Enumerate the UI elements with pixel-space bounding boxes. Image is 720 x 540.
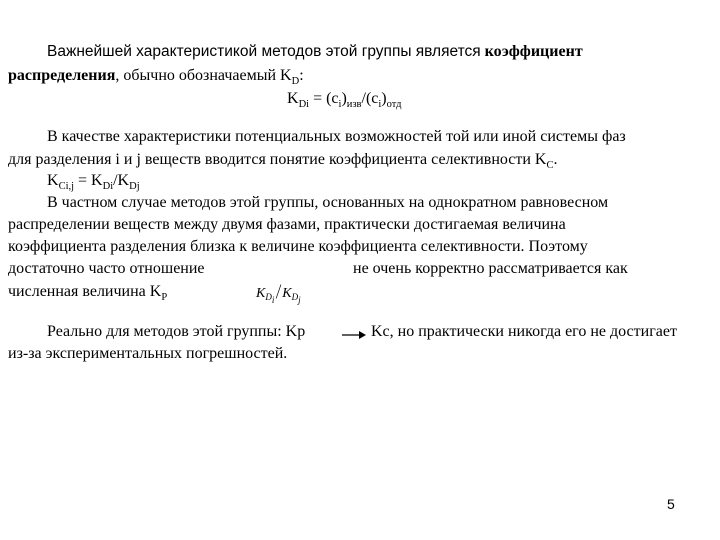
kc-eq: = K <box>74 172 103 189</box>
formula-eq: = (c <box>309 90 339 107</box>
formula-slash: /(c <box>361 90 379 107</box>
term-distribution: распределения <box>8 67 116 84</box>
selectivity-text: для разделения i и j веществ вводится понятие коэффициента селективности K <box>8 151 547 168</box>
special-case-line-1: В частном случае методов этой группы, основанных на однократном равновесном <box>47 194 609 211</box>
formula-k-sub: Di <box>298 99 310 110</box>
kd-subscript: D <box>291 76 300 87</box>
special-case-line-5 <box>8 283 167 301</box>
formula-distribution-coefficient <box>287 90 402 108</box>
intro-text: Важнейшей характеристикой методов этой группы является <box>47 43 481 60</box>
conclusion-line-2: из-за экспериментальных погрешностей. <box>8 345 288 362</box>
formula-selectivity <box>47 172 140 190</box>
ratio-k1-sub: D <box>265 292 272 302</box>
special-case-line-2: распределении веществ между двумя фазами, практически достигаемая величина <box>8 216 566 233</box>
intro-line-2 <box>8 67 304 85</box>
kc-sub: Ci,j <box>58 181 75 192</box>
ratio-k1-subsub: i <box>271 295 275 305</box>
ratio-slash: / <box>276 282 281 305</box>
formula-close2: ) <box>381 90 387 107</box>
ratio-k1: K <box>256 286 266 301</box>
right-arrow-icon <box>341 329 367 341</box>
colon: : <box>299 67 304 84</box>
conclusion-line-1a: Реально для методов этой группы: Kр <box>47 323 306 340</box>
selectivity-line-2 <box>8 151 558 169</box>
formula-close1: ) <box>341 90 347 107</box>
page-number: 5 <box>667 496 675 512</box>
kc-k: K <box>47 172 59 189</box>
special-case-line-3: коэффициента разделения близка к величине коэффициента селективности. Поэтому <box>8 238 588 255</box>
intro-text-2: , обычно обозначаемый K <box>115 67 292 84</box>
special-case-line-4a: достаточно часто отношение <box>8 260 205 277</box>
formula-i1: i <box>338 99 342 110</box>
formula-org-sub: изв <box>346 99 362 110</box>
formula-aq-sub: отд <box>386 99 402 110</box>
period: . <box>553 151 558 168</box>
formula-i2: i <box>378 99 382 110</box>
kc-slash: /K <box>113 172 130 189</box>
kc-kd1-sub: Di <box>102 181 114 192</box>
ratio-k2-sub: D <box>291 292 299 302</box>
conclusion-line-1b: Kс, но практически никогда его не достигает <box>371 323 677 340</box>
formula-k: K <box>287 90 299 107</box>
intro-line-1 <box>47 43 583 61</box>
kc-subscript: C <box>546 160 554 171</box>
ratio-formula <box>256 282 301 305</box>
selectivity-line-1: В качестве характеристики потенциальных возможностей той или иной системы фаз <box>47 128 626 145</box>
term-coefficient: коэффициент <box>484 43 583 60</box>
kp-subscript: P <box>161 292 168 303</box>
ratio-k2: K <box>282 286 292 301</box>
kc-kd2-sub: Dj <box>129 181 140 192</box>
special-case-line-4b: не очень корректно рассматривается как <box>353 260 628 277</box>
ratio-k2-subsub: j <box>298 295 301 305</box>
kp-text: численная величина K <box>8 283 162 300</box>
